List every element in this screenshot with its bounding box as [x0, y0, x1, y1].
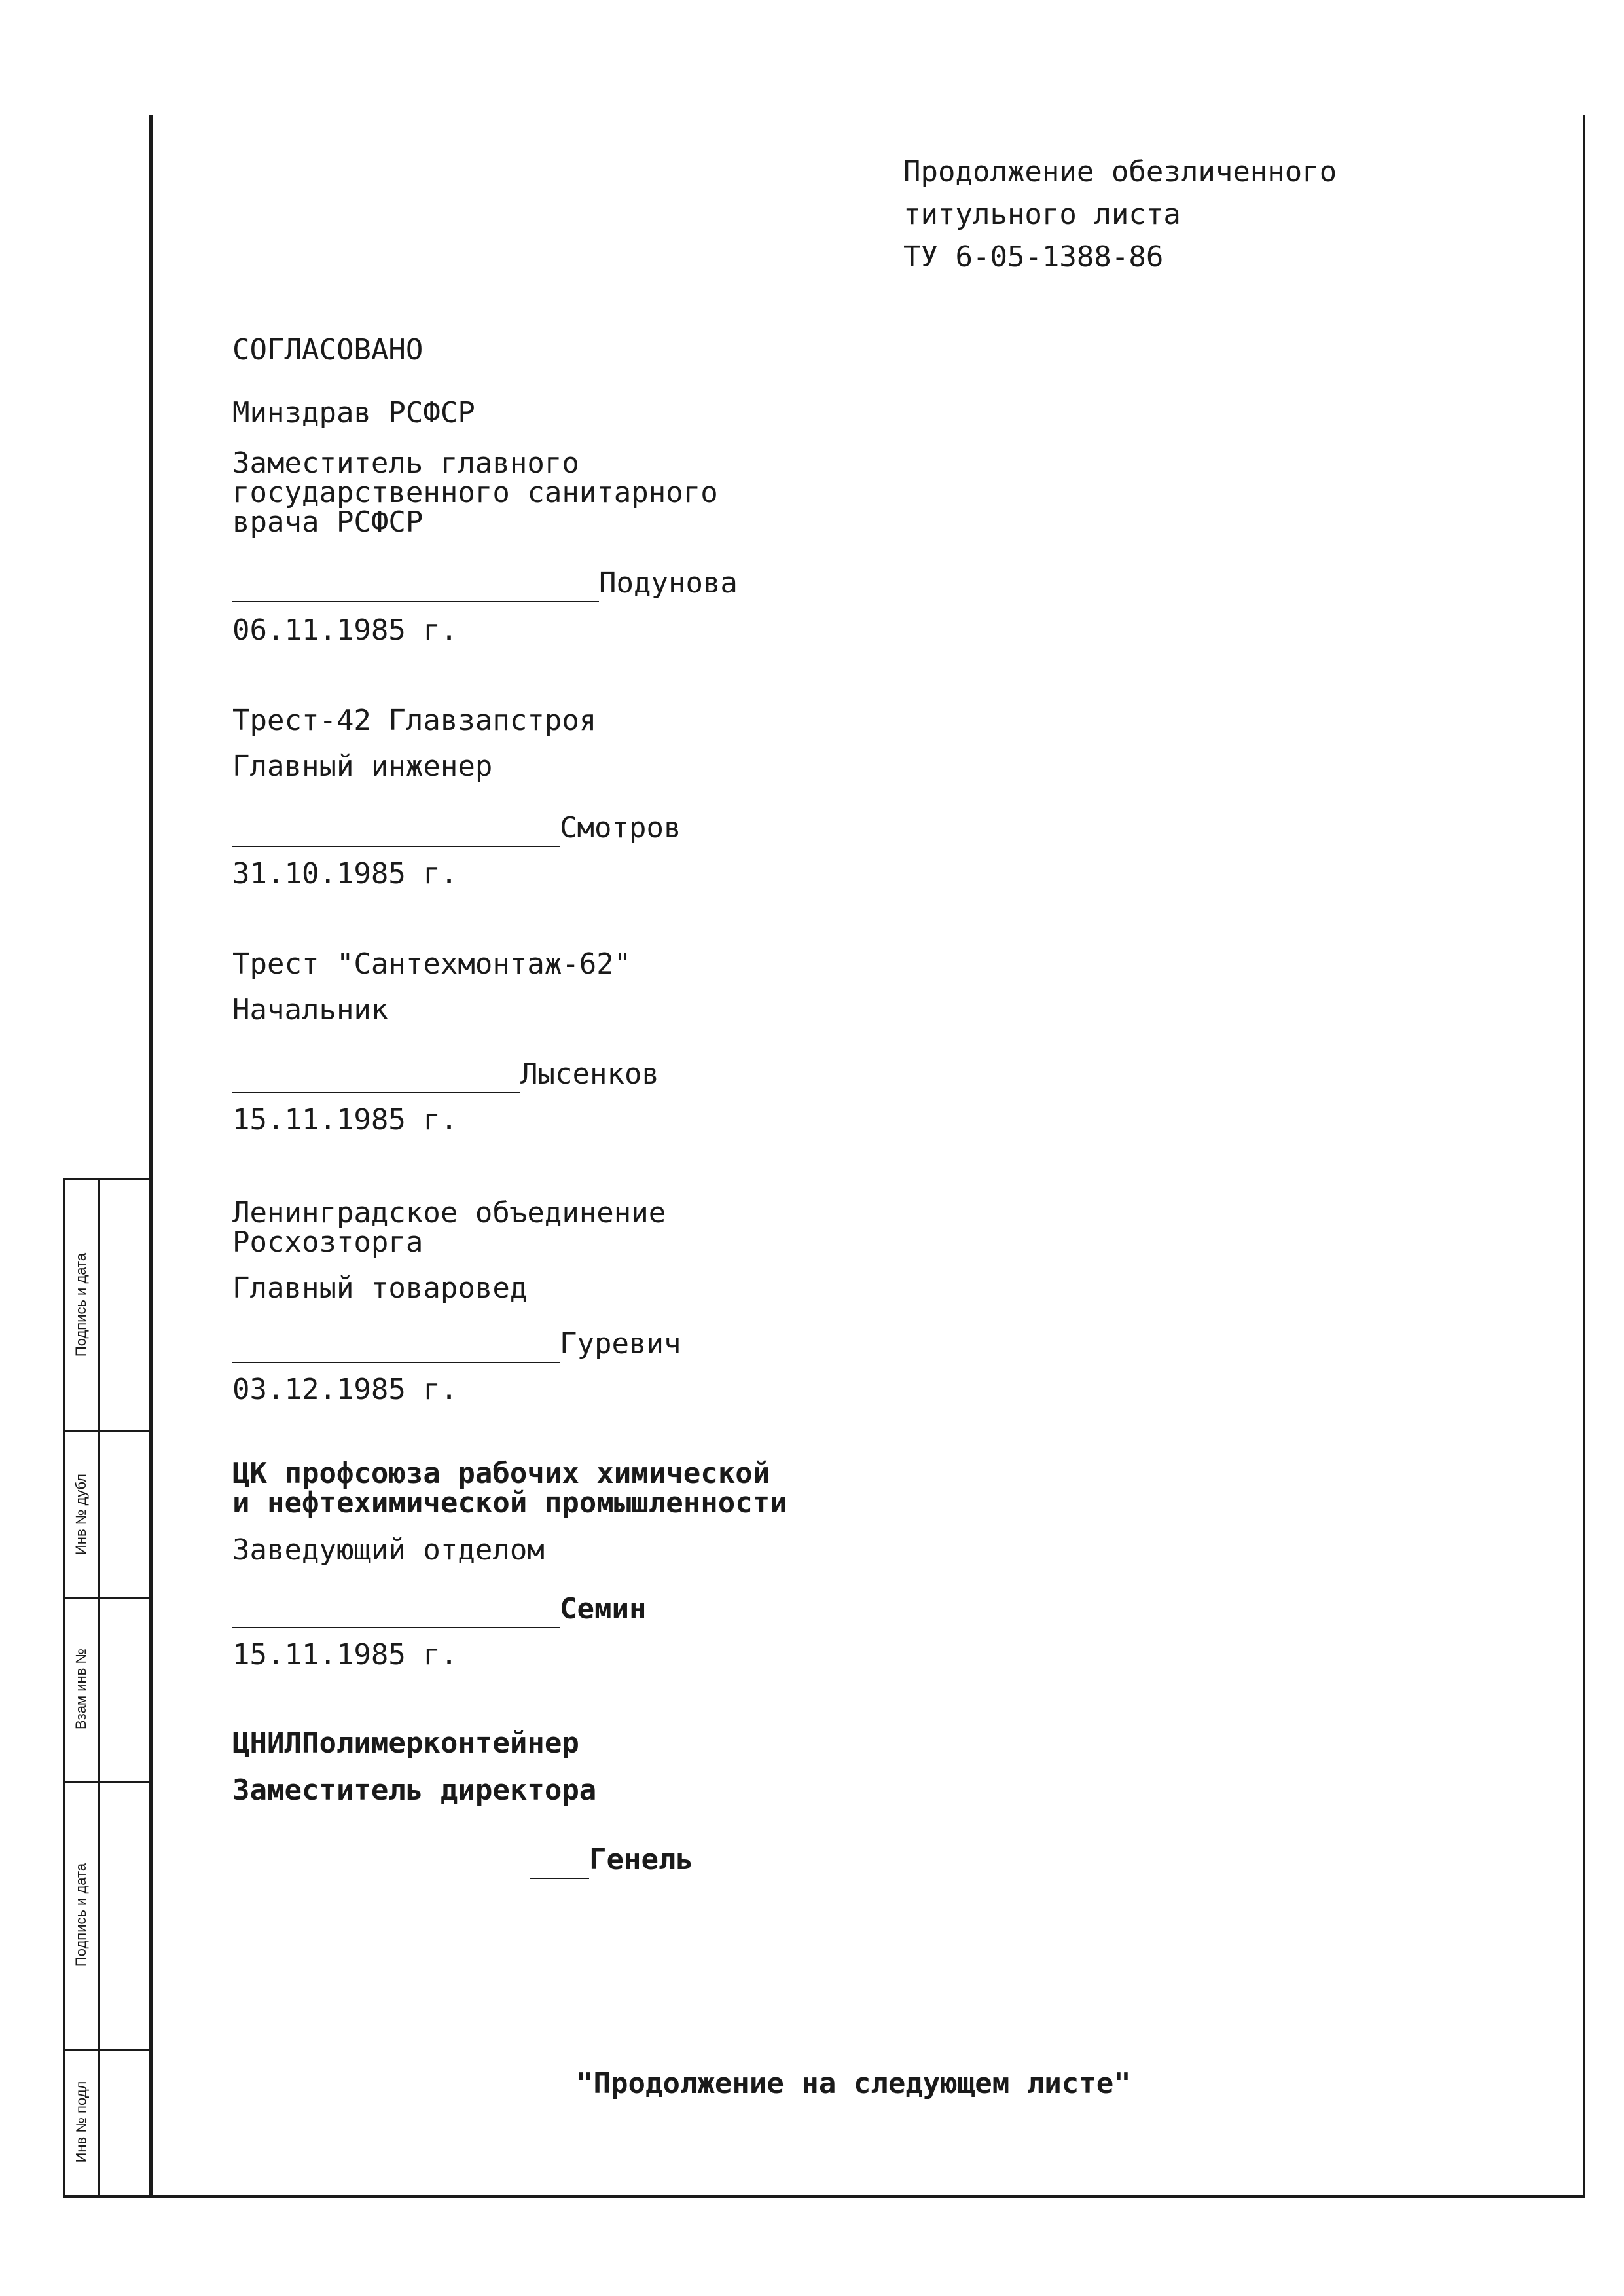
approval-position: Заместитель директора — [232, 1774, 597, 1807]
approval-position: Главный товаровед — [232, 1271, 528, 1305]
stamp-label-dup-inv: Инв № дубл — [73, 1473, 90, 1555]
approval-org: и нефтехимической промышленности — [232, 1486, 787, 1520]
approval-org: Росхозторга — [232, 1226, 424, 1259]
approval-position: Начальник — [232, 993, 389, 1027]
approval-org: ЦК профсоюза рабочих химической — [232, 1457, 770, 1490]
approval-name: Подунова — [599, 566, 738, 600]
signature-line — [232, 1627, 560, 1628]
signature-line — [232, 846, 560, 847]
stamp-column-inner — [98, 1178, 100, 2198]
approval-position: Заместитель главного — [232, 446, 579, 480]
signature-line — [232, 601, 599, 602]
approval-org: ЦНИЛПолимерконтейнер — [232, 1726, 579, 1760]
approval-name: Генель — [589, 1843, 693, 1876]
signature-line — [530, 1878, 589, 1879]
approval-org: Ленинградское объединение — [232, 1196, 666, 1230]
stamp-label-signature-date-2: Подпись и дата — [73, 1863, 90, 1967]
approval-position: Главный инженер — [232, 750, 493, 783]
approval-date: 15.11.1985 г. — [232, 1103, 458, 1137]
approval-position: государственного санитарного — [232, 476, 718, 509]
header-line-1: Продолжение обезличенного — [903, 155, 1337, 189]
approval-name: Лысенков — [520, 1057, 659, 1091]
signature-line — [232, 1092, 520, 1093]
stamp-label-signature-date: Подпись и дата — [73, 1252, 90, 1357]
agreed-heading: СОГЛАСОВАНО — [232, 333, 424, 367]
signature-line — [232, 1362, 560, 1363]
header-doc-number: ТУ 6-05-1388-86 — [903, 240, 1164, 274]
approval-org: Трест-42 Главзапстроя — [232, 704, 597, 737]
stamp-label-repl-inv: Взам инв № — [73, 1648, 90, 1730]
frame-bottom-border — [63, 2195, 1585, 2198]
approval-date: 31.10.1985 г. — [232, 857, 458, 890]
continuation-note: "Продолжение на следующем листе" — [576, 2067, 1131, 2100]
approval-name: Семин — [560, 1592, 647, 1626]
approval-date: 03.12.1985 г. — [232, 1373, 458, 1406]
approval-org: Минздрав РСФСР — [232, 396, 475, 429]
frame-right-border — [1583, 115, 1585, 2198]
stamp-label-orig-inv: Инв № подл — [73, 2081, 90, 2163]
approval-org: Трест "Сантехмонтаж-62" — [232, 947, 632, 981]
approval-position: врача РСФСР — [232, 505, 424, 539]
frame-left-border — [149, 115, 153, 2198]
approval-position: Заведующий отделом — [232, 1533, 545, 1567]
header-line-2: титульного листа — [903, 198, 1181, 231]
approval-date: 15.11.1985 г. — [232, 1638, 458, 1671]
approval-date: 06.11.1985 г. — [232, 613, 458, 647]
approval-name: Смотров — [560, 811, 681, 845]
approval-name: Гуревич — [560, 1327, 681, 1360]
